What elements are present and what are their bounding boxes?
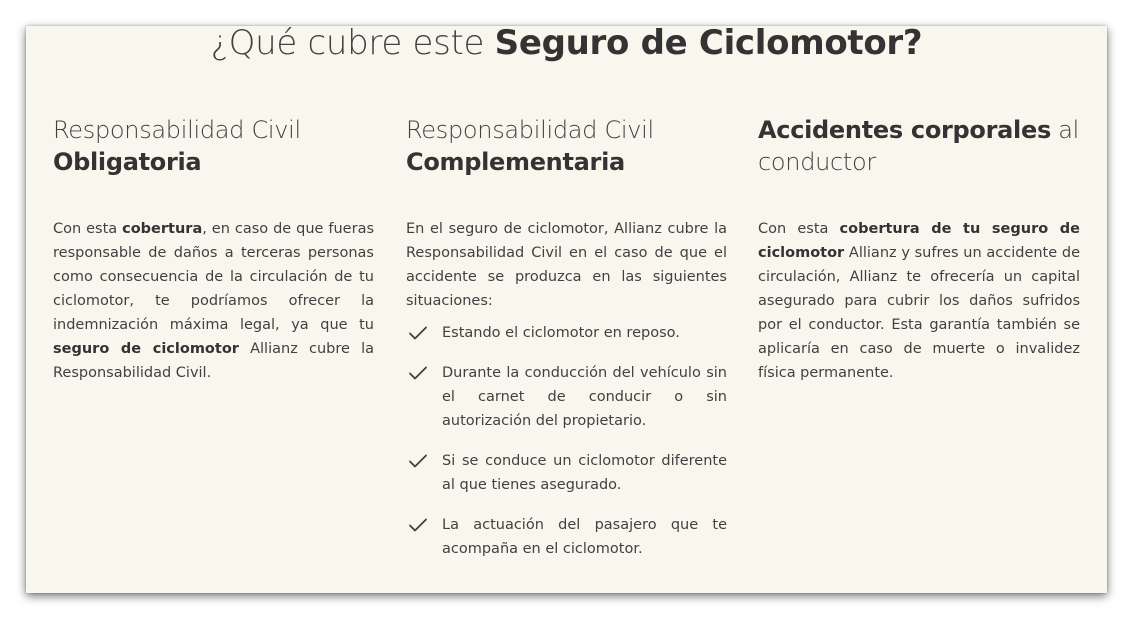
list-item: [406, 449, 727, 497]
text-run: En el seguro de ciclomotor, Allianz cubre la Responsabilidad Civil en el caso de que el accidente se produzca en las siguientes situaciones:: [406, 221, 727, 309]
text-run: Allianz y sufres un accidente de circulación, Allianz te ofrecería un capital asegurado para cubrir los daños sufridos por el conductor. Esta garantía también se aplicaría en caso de muerte o invalidez física permanente.: [758, 245, 1080, 381]
list-item-text: La actuación del pasajero que te acompaña en el ciclomotor.: [442, 517, 727, 557]
list-item-text: Si se conduce un ciclomotor diferente al que tienes asegurado.: [442, 453, 727, 493]
column-description: [53, 217, 374, 385]
check-icon: [408, 517, 428, 533]
situations-checklist: [406, 321, 727, 561]
coverage-column-obligatoria: [53, 114, 374, 385]
list-item-text: Durante la conducción del vehículo sin el carnet de conducir o sin autorización del propietario.: [442, 365, 727, 429]
column-title-light: al conductor: [758, 116, 1080, 176]
text-run: Con esta: [53, 221, 123, 237]
page-title: [0, 22, 1133, 64]
column-title-bold: Accidentes corporales: [758, 116, 1051, 144]
list-item: [406, 513, 727, 561]
page-title-bold: Seguro de Ciclomotor?: [494, 23, 923, 63]
column-title: [758, 114, 1080, 178]
column-description: [758, 217, 1080, 385]
list-item-text: Estando el ciclomotor en reposo.: [442, 325, 680, 341]
column-title-bold: Complementaria: [406, 148, 625, 176]
text-run: Allianz cubre la Responsabilidad Civil.: [53, 341, 374, 381]
column-title-light: Responsabilidad Civil: [406, 116, 654, 144]
page-title-light: ¿Qué cubre este: [210, 23, 495, 63]
column-title: [53, 114, 374, 178]
coverage-column-complementaria: [406, 114, 727, 577]
check-icon: [408, 365, 428, 381]
list-item: [406, 361, 727, 433]
text-run-bold: seguro de ciclomotor: [53, 341, 239, 357]
text-run: , en caso de que fueras responsable de daños a terceras personas como consecuencia de la circulación de tu ciclomotor, te podríamos ofrecer la indemnización máxima legal, ya que tu: [53, 221, 375, 333]
coverage-column-accidentes: [758, 114, 1080, 385]
check-icon: [408, 325, 428, 341]
column-title: [406, 114, 727, 178]
check-icon: [408, 453, 428, 469]
list-item: [406, 321, 727, 345]
column-title-bold: Obligatoria: [53, 148, 202, 176]
text-run-bold: cobertura: [122, 221, 203, 237]
column-description: [406, 217, 727, 313]
column-title-light: Responsabilidad Civil: [53, 116, 301, 144]
text-run-bold: cobertura de tu seguro de ciclomotor: [758, 221, 1080, 261]
text-run: Con esta: [758, 221, 840, 237]
